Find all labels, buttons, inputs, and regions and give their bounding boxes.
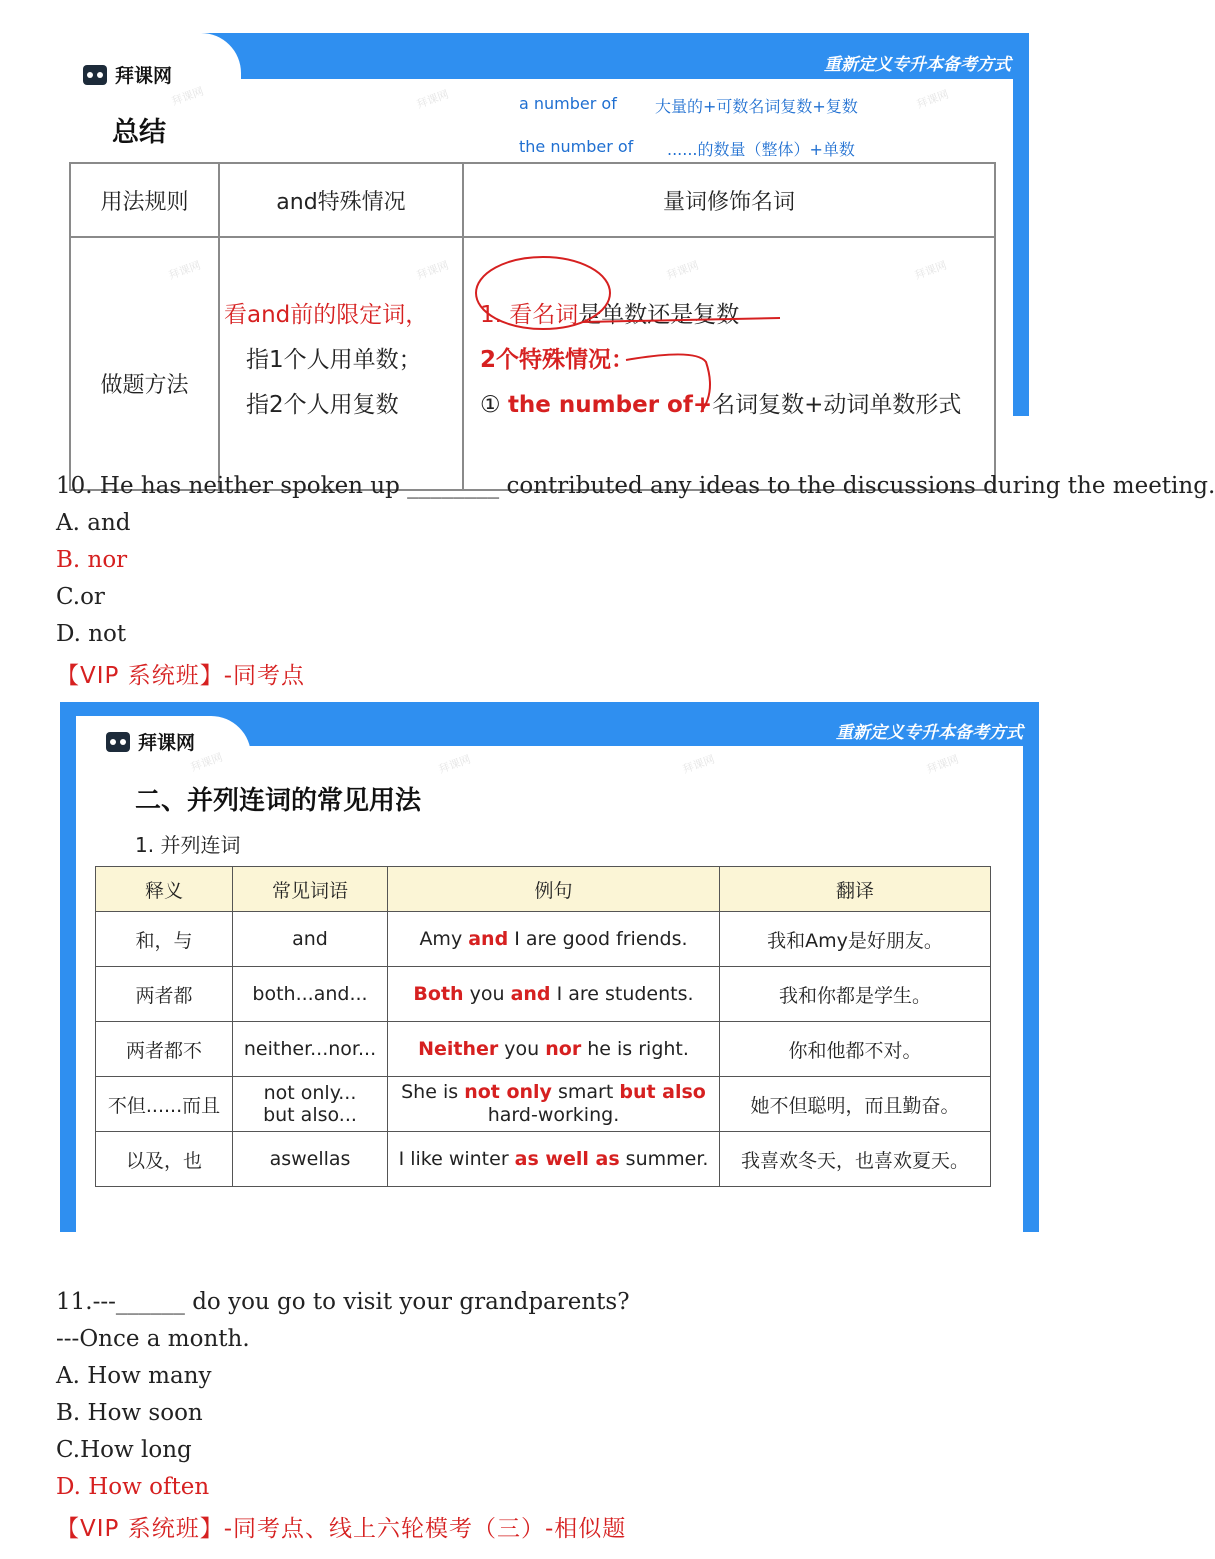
example-text: you xyxy=(498,1038,546,1060)
table-row xyxy=(96,1022,991,1077)
quant-line-part: 是单数还是复数 xyxy=(578,302,740,328)
table-header-cell: 翻译 xyxy=(720,867,991,912)
example-keyword: not only xyxy=(464,1081,552,1103)
example-text: he is right. xyxy=(581,1038,689,1060)
brand-slogan: 重新定义专升本备考方式 xyxy=(824,55,1011,75)
watermark: 拜课网 xyxy=(436,752,473,777)
table-header-cell: and特殊情况 xyxy=(219,163,463,237)
example-keyword: as well as xyxy=(514,1148,620,1170)
word-line: but also... xyxy=(263,1104,357,1126)
and-rule-line: 看and前的限定词， xyxy=(224,302,429,328)
note-a-number-of-en: a number of xyxy=(519,94,617,113)
circle-mark xyxy=(476,257,610,329)
example-keyword: nor xyxy=(545,1038,582,1060)
slide-title: 总结 xyxy=(112,117,166,148)
note-the-number-of-zh: ......的数量（整体）+单数 xyxy=(667,140,855,159)
and-rule-line: 指1个人用单数； xyxy=(246,347,422,373)
question-11-option-a[interactable]: A. How many xyxy=(56,1363,212,1389)
brand-logo-icon xyxy=(83,65,107,85)
bracket-mark xyxy=(626,354,710,412)
conjunction-table xyxy=(95,866,991,1187)
question-10-option-a[interactable]: A. and xyxy=(56,510,131,536)
and-rule-line: 指2个人用复数 xyxy=(246,392,399,418)
example-line: hard-working. xyxy=(487,1104,620,1126)
note-a-number-of-zh: 大量的+可数名词复数+复数 xyxy=(655,97,858,116)
brand-name: 拜课网 xyxy=(115,65,173,87)
table-row xyxy=(96,912,991,967)
slide-frame-left xyxy=(60,702,76,1232)
slide-subheading: 1. 并列连词 xyxy=(135,833,241,857)
example-keyword: Both xyxy=(413,983,464,1005)
question-11-option-d-correct[interactable]: D. How often xyxy=(56,1474,210,1500)
slide-heading: 二、并列连词的常见用法 xyxy=(135,786,422,816)
example-cell xyxy=(388,1077,720,1132)
quant-line-part: ① xyxy=(480,392,508,418)
watermark: 拜课网 xyxy=(414,258,451,283)
handwritten-annotations xyxy=(56,162,1013,416)
brand-slogan: 重新定义专升本备考方式 xyxy=(836,723,1023,743)
example-cell xyxy=(388,912,720,967)
example-keyword: and xyxy=(510,983,551,1005)
watermark: 拜课网 xyxy=(912,258,949,283)
table-header-cell: 常见词语 xyxy=(233,867,388,912)
question-11-stem: 11.---______ do you go to visit your grandparents? xyxy=(56,1289,630,1315)
example-keyword: Neither xyxy=(418,1038,499,1060)
watermark: 拜课网 xyxy=(414,87,451,112)
translation-cell: 我和Amy是好朋友。 xyxy=(720,912,991,967)
translation-cell: 我喜欢冬天，也喜欢夏天。 xyxy=(720,1132,991,1187)
question-11-option-b[interactable]: B. How soon xyxy=(56,1400,203,1426)
question-11-option-c[interactable]: C.How long xyxy=(56,1437,192,1463)
table-header-row xyxy=(96,867,991,912)
meaning-cell: 两者都不 xyxy=(96,1022,233,1077)
word-line: not only... xyxy=(263,1082,357,1104)
translation-cell: 我和你都是学生。 xyxy=(720,967,991,1022)
example-text: summer. xyxy=(619,1148,709,1170)
table-header-cell: 用法规则 xyxy=(70,163,219,237)
brand-logo xyxy=(83,61,172,88)
quant-line-part: 1. 看名词 xyxy=(480,302,579,328)
note-the-number-of-en: the number of xyxy=(519,137,634,156)
example-keyword: but also xyxy=(619,1081,706,1103)
watermark: 拜课网 xyxy=(664,258,701,283)
table-header-cell: 量词修饰名词 xyxy=(463,163,995,237)
question-10-option-b-correct[interactable]: B. nor xyxy=(56,547,128,573)
brand-name: 拜课网 xyxy=(138,732,196,754)
watermark: 拜课网 xyxy=(169,84,206,109)
brand-logo xyxy=(106,728,195,755)
word-cell: and xyxy=(233,912,388,967)
example-text: smart xyxy=(551,1081,620,1103)
table-header-cell: 释义 xyxy=(96,867,233,912)
watermark: 拜课网 xyxy=(166,258,203,283)
translation-cell: 你和他都不对。 xyxy=(720,1022,991,1077)
slide-frame-right xyxy=(1013,33,1029,416)
quant-line: 2个特殊情况： xyxy=(480,347,635,373)
quant-line-part: the number of+ xyxy=(507,392,713,418)
example-keyword: and xyxy=(468,928,509,950)
table-row xyxy=(96,1077,991,1132)
question-11-reply: ---Once a month. xyxy=(56,1326,250,1352)
meaning-cell: 和，与 xyxy=(96,912,233,967)
example-text: She is xyxy=(401,1081,465,1103)
meaning-cell: 不但......而且 xyxy=(96,1077,233,1132)
example-line xyxy=(392,1081,715,1104)
example-text: I are good friends. xyxy=(508,928,688,950)
word-cell: aswellas xyxy=(233,1132,388,1187)
word-cell xyxy=(233,1077,388,1132)
table-header-cell: 例句 xyxy=(388,867,720,912)
question-10-option-c[interactable]: C.or xyxy=(56,584,105,610)
row-label: 做题方法 xyxy=(70,237,219,490)
watermark: 拜课网 xyxy=(680,752,717,777)
example-text: Amy xyxy=(419,928,469,950)
brand-logo-icon xyxy=(106,732,130,752)
watermark: 拜课网 xyxy=(914,87,951,112)
watermark: 拜课网 xyxy=(924,752,961,777)
quant-line-part: 名词复数+动词单数形式 xyxy=(712,392,962,418)
meaning-cell: 以及，也 xyxy=(96,1132,233,1187)
example-cell xyxy=(388,1022,720,1077)
example-text: I are students. xyxy=(550,983,694,1005)
meaning-cell: 两者都 xyxy=(96,967,233,1022)
question-10-stem: 10. He has neither spoken up ________ contributed any ideas to the discussions during the meeting. xyxy=(56,473,1215,499)
example-text: you xyxy=(463,983,511,1005)
example-cell xyxy=(388,967,720,1022)
summary-table-clip xyxy=(56,162,1013,416)
translation-cell: 她不但聪明，而且勤奋。 xyxy=(720,1077,991,1132)
question-10-option-d[interactable]: D. not xyxy=(56,621,127,647)
slide-frame-right xyxy=(1023,702,1039,1232)
underline-mark xyxy=(583,318,780,322)
watermark: 拜课网 xyxy=(188,750,225,775)
question-10-tag: 【VIP 系统班】-同考点 xyxy=(56,663,305,689)
question-11-tag: 【VIP 系统班】-同考点、线上六轮模考（三）-相似题 xyxy=(56,1516,627,1542)
example-cell xyxy=(388,1132,720,1187)
table-row xyxy=(96,1132,991,1187)
word-cell: both...and... xyxy=(233,967,388,1022)
example-text: I like winter xyxy=(398,1148,515,1170)
table-row xyxy=(96,967,991,1022)
word-cell: neither...nor... xyxy=(233,1022,388,1077)
